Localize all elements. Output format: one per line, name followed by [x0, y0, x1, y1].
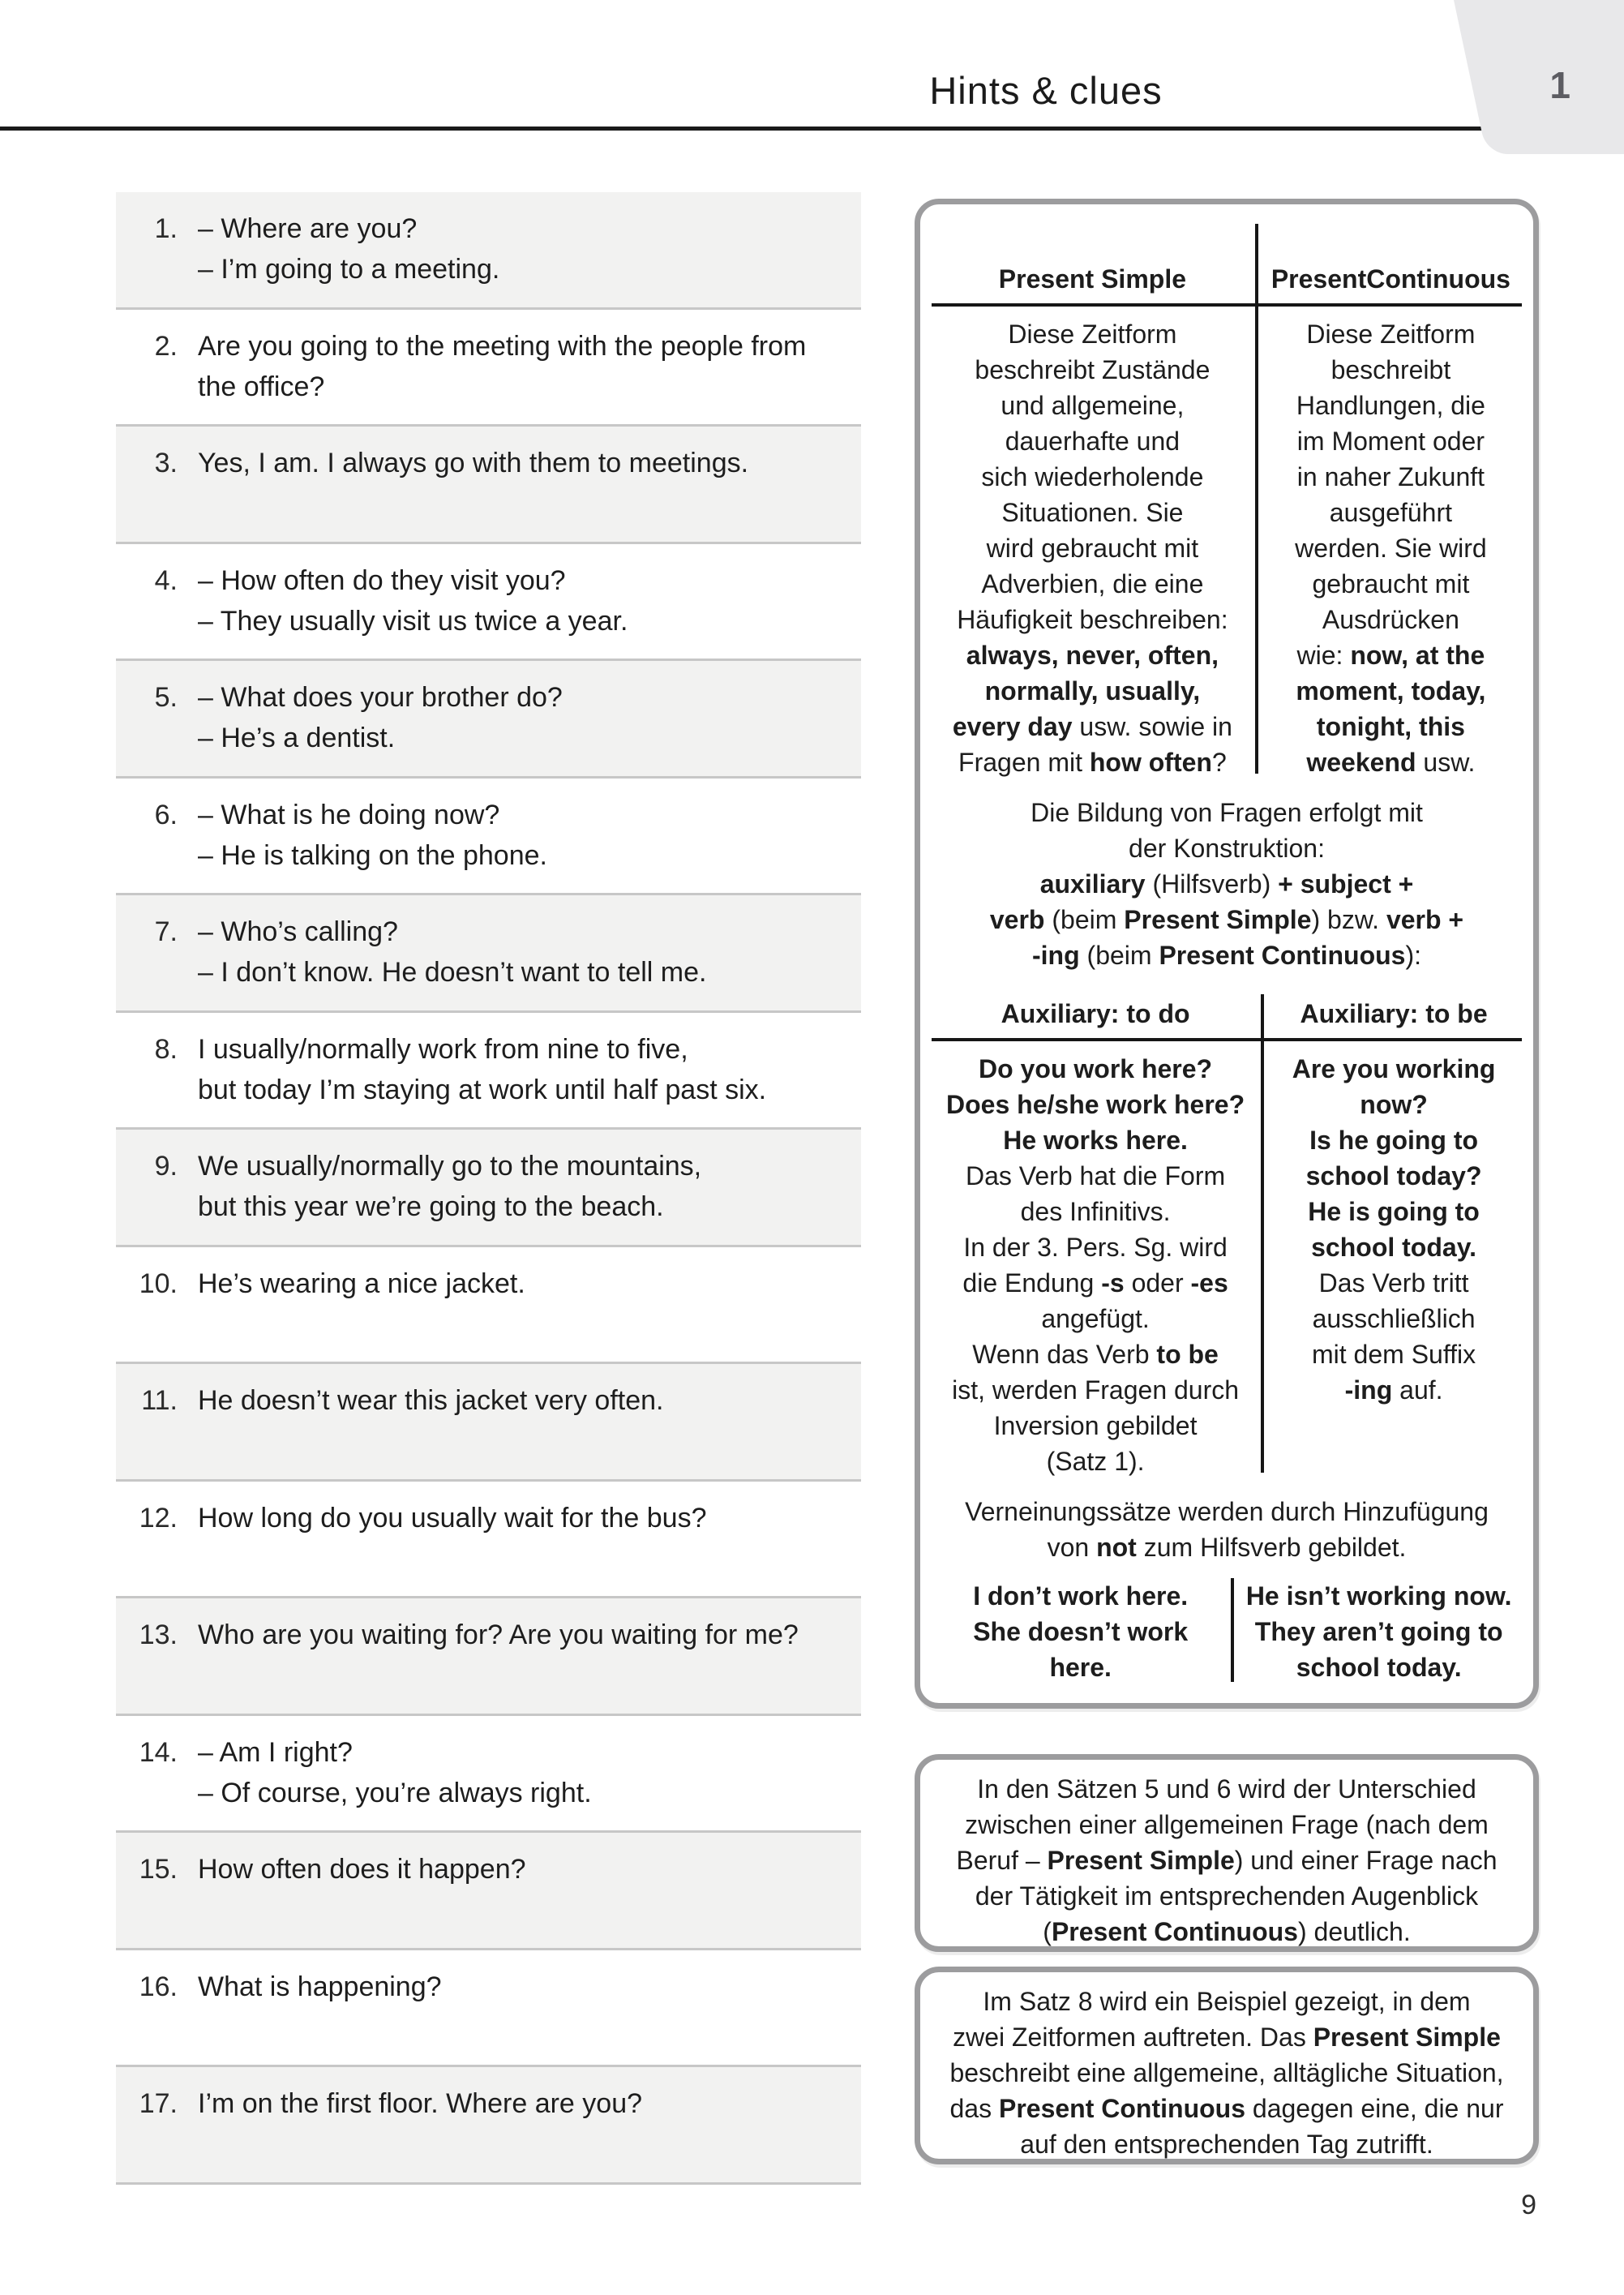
- sentence-number: 6.: [154, 799, 178, 830]
- table-divider-vertical: [1255, 224, 1258, 774]
- table-divider-vertical: [1261, 994, 1264, 1473]
- sentence-text: I’m on the first floor. Where are you?: [198, 2088, 643, 2119]
- sentence-text: What is happening?: [198, 1971, 442, 2002]
- sentence-text: – Am I right? – Of course, you’re always right.: [198, 1736, 592, 1808]
- sentence-text: He’s wearing a nice jacket.: [198, 1268, 525, 1299]
- negation-continuous-cell: He isn’t working now. They aren’t going to school today.: [1245, 1581, 1512, 1682]
- unit-number: 1: [1549, 64, 1570, 106]
- sentence-text: – What is he doing now? – He is talking on the phone.: [198, 799, 547, 871]
- sentence-text: Are you going to the meeting with the people from the office?: [198, 330, 807, 402]
- list-item: [116, 544, 861, 662]
- question-formation-note: Die Bildung von Fragen erfolgt mit der Konstruktion: auxiliary (Hilfsverb) + subject + verb (beim Present Simple) bzw. verb + -ing (beim Present Continuous):: [989, 798, 1464, 970]
- tense-comparison-table: [928, 219, 1525, 780]
- sentence-number: 4.: [154, 564, 178, 596]
- grammar-box: [915, 199, 1539, 1709]
- present-simple-header: Present Simple: [998, 264, 1186, 294]
- auxiliary-to-be-cell: Are you working now? Is he going to school today? He is going to school today. Das Verb tritt ausschließlich mit dem Suffix -ing auf.: [1292, 1054, 1496, 1405]
- sentence-number: 11.: [141, 1385, 178, 1416]
- list-item: [116, 427, 861, 544]
- auxiliary-to-be-header: Auxiliary: to be: [1300, 999, 1488, 1028]
- list-item: [116, 1598, 861, 1716]
- list-item: [116, 895, 861, 1013]
- sentence-text: – Where are you? – I’m going to a meeting.: [198, 213, 500, 285]
- page-title: Hints & clues: [929, 69, 1163, 112]
- present-simple-cell: Diese Zeitform beschreibt Zustände und allgemeine, dauerhafte und sich wiederholende Situationen. Sie wird gebraucht mit Adverbien, die eine Häufigkeit beschreiben: always, never, often, normally, usually, every day usw. sowie in Fragen mit how often?: [952, 320, 1232, 777]
- sentence-list: [116, 192, 861, 2185]
- sentence-text: Yes, I am. I always go with them to meetings.: [198, 448, 749, 478]
- list-item: [116, 779, 861, 896]
- sentence-number: 12.: [139, 1502, 178, 1534]
- sentence-number: 14.: [139, 1736, 178, 1768]
- present-continuous-header: Present Continuous: [1270, 264, 1510, 294]
- table-header-rule: [932, 303, 1522, 307]
- table-header-rule: [932, 1038, 1522, 1041]
- sentence-number: 1.: [154, 213, 178, 244]
- unit-tab: [1454, 0, 1624, 154]
- sentence-number: 10.: [139, 1268, 178, 1299]
- sentence-number: 2.: [154, 330, 178, 362]
- table-divider-vertical: [1231, 1578, 1234, 1682]
- sentence-text: We usually/normally go to the mountains, but this year we’re going to the beach.: [198, 1151, 702, 1222]
- negation-note: Verneinungssätze werden durch Hinzufügung von not zum Hilfsverb gebildet.: [965, 1497, 1489, 1562]
- header-rule: [0, 127, 1624, 131]
- list-item: [116, 310, 861, 427]
- sentence-number: 3.: [154, 448, 178, 478]
- sentence-number: 17.: [139, 2088, 178, 2119]
- list-item: [116, 1716, 861, 1834]
- sentence-number: 15.: [139, 1854, 178, 1885]
- sentence-text: – How often do they visit you? – They usually visit us twice a year.: [198, 564, 628, 637]
- auxiliary-to-do-header: Auxiliary: to do: [1001, 999, 1190, 1028]
- list-item: [116, 1950, 861, 2068]
- sentence-number: 13.: [139, 1619, 178, 1650]
- list-item: [116, 192, 861, 310]
- list-item: [116, 2067, 861, 2185]
- list-item: [116, 1482, 861, 1599]
- note-box-sentence-8: Im Satz 8 wird ein Beispiel gezeigt, in dem zwei Zeitformen auftreten. Das Present Simple beschreibt eine allgemeine, alltägliche Situation, das Present Continuous dagegen eine, die nur auf den entsprechenden Tag zutrifft.: [915, 1967, 1539, 2164]
- sentence-text: How often does it happen?: [198, 1854, 526, 1885]
- auxiliary-to-do-cell: Do you work here? Does he/she work here? He works here. Das Verb hat die Form des Infinitivs. In der 3. Pers. Sg. wird die Endung -s oder -es angefügt. Wenn das Verb to be ist, werden Fragen durch Inversion gebildet (Satz 1).: [946, 1054, 1245, 1476]
- sentence-text: How long do you usually wait for the bus?: [198, 1502, 707, 1534]
- sentence-text: I usually/normally work from nine to five, but today I’m staying at work until half past six.: [198, 1033, 767, 1105]
- sentence-text: – What does your brother do? – He’s a dentist.: [198, 682, 563, 753]
- note-box-sentences-5-6: In den Sätzen 5 und 6 wird der Unterschied zwischen einer allgemeinen Frage (nach dem Beruf – Present Simple) und einer Frage nach der Tätigkeit im entsprechenden Augenblick (Present Continuous) deutlich.: [915, 1754, 1539, 1952]
- sentence-text: – Who’s calling? – I don’t know. He doesn’t want to tell me.: [198, 916, 707, 988]
- sentence-text: Who are you waiting for? Are you waiting for me?: [198, 1619, 799, 1650]
- sentence-number: 9.: [154, 1151, 178, 1182]
- negation-simple-cell: I don’t work here. She doesn’t work here.: [973, 1581, 1189, 1682]
- list-item: [116, 1013, 861, 1130]
- present-continuous-cell: Diese Zeitform beschreibt Handlungen, die im Moment oder in naher Zukunft ausgeführt werden. Sie wird gebraucht mit Ausdrücken wie: now, at the moment, today, tonight, this weekend usw.: [1295, 320, 1487, 777]
- auxiliary-table: [928, 989, 1525, 1479]
- sentence-number: 5.: [154, 682, 178, 713]
- sentence-number: 7.: [154, 916, 178, 947]
- list-item: [116, 1364, 861, 1482]
- sentence-number: 16.: [139, 1971, 178, 2002]
- list-item: [116, 1247, 861, 1365]
- list-item: [116, 1130, 861, 1247]
- negation-examples-table: [928, 1578, 1525, 1685]
- page-number: 9: [1521, 2190, 1536, 2220]
- sentence-number: 8.: [154, 1033, 178, 1065]
- sentence-text: He doesn’t wear this jacket very often.: [198, 1385, 664, 1416]
- list-item: [116, 1833, 861, 1950]
- list-item: [116, 661, 861, 779]
